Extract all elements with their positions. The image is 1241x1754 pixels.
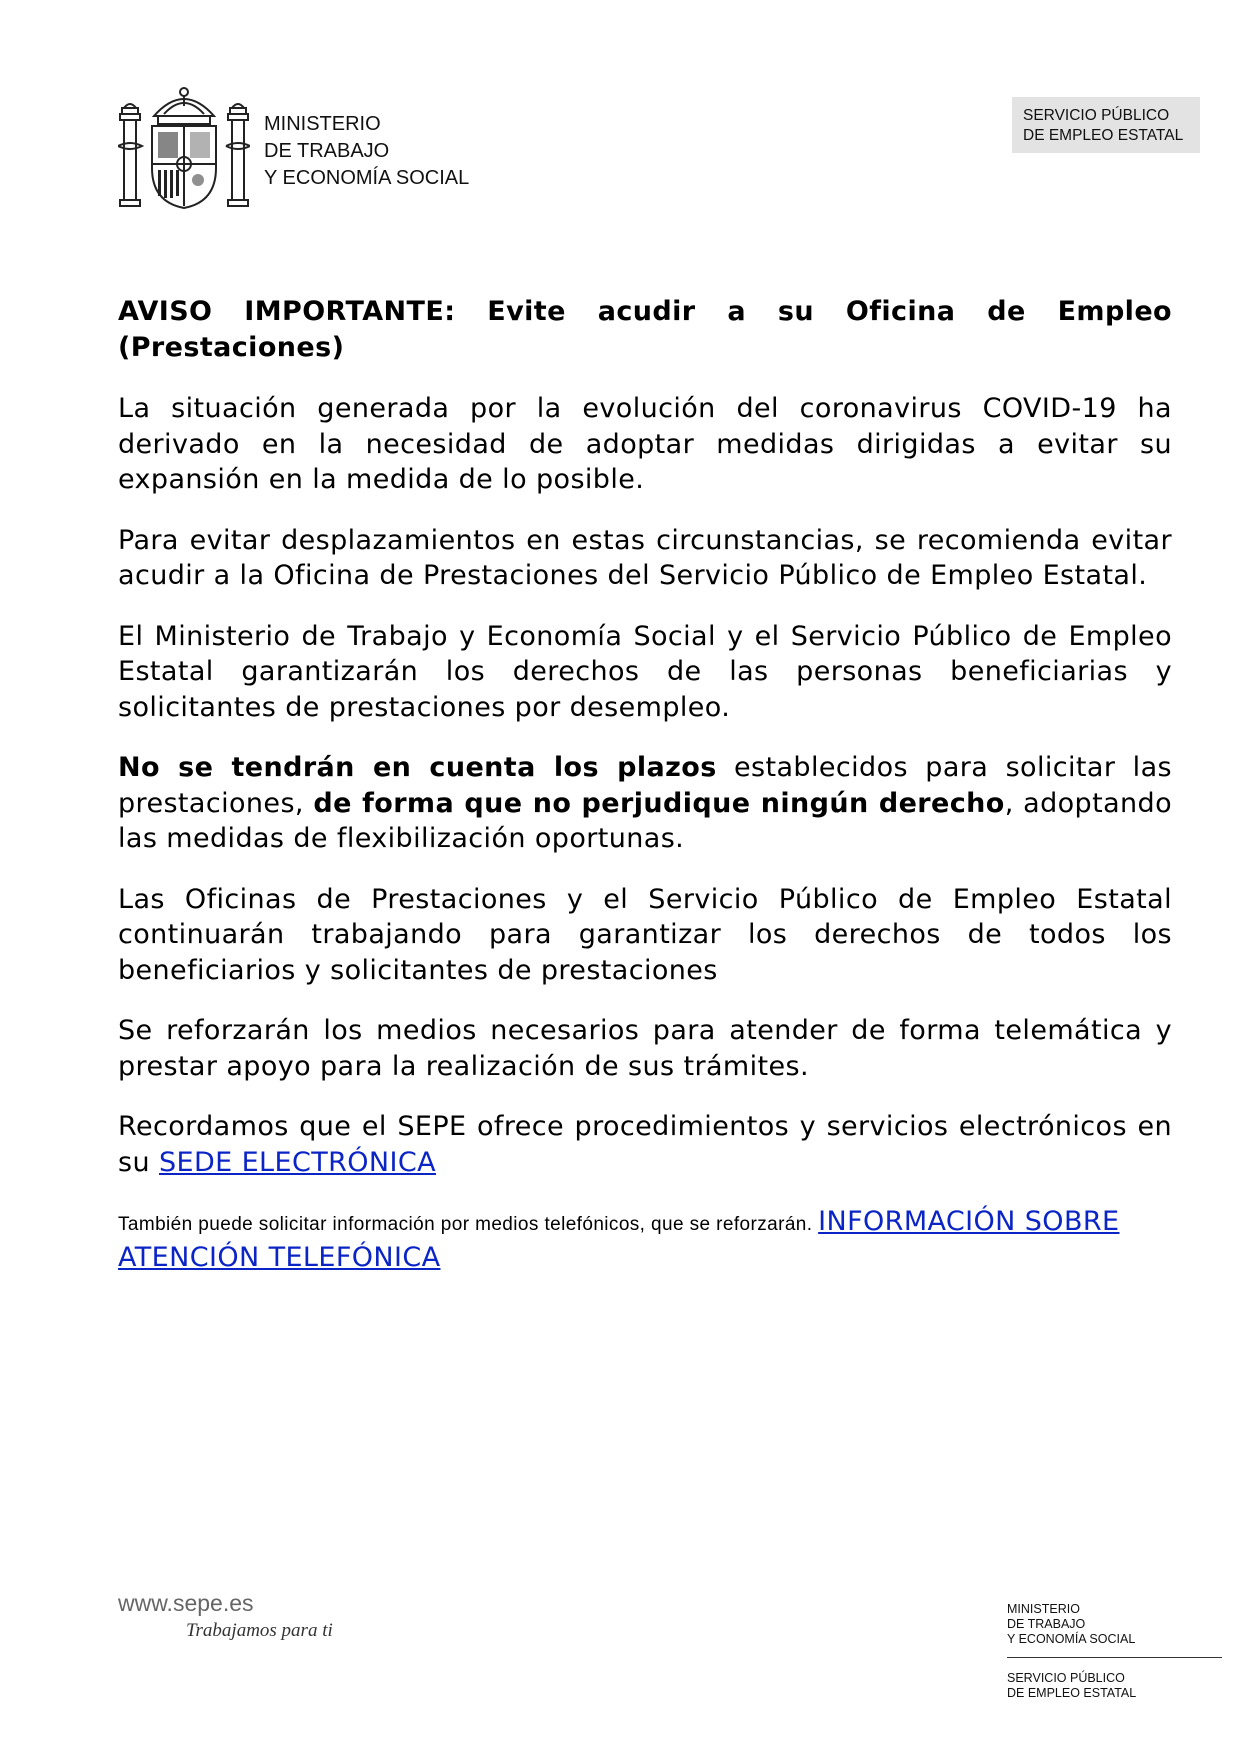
- ministry-title: [264, 111, 469, 192]
- footer-url: www.sepe.es: [118, 1590, 254, 1616]
- agency-line: DE EMPLEO ESTATAL: [1023, 127, 1184, 144]
- paragraph-phone: [118, 1205, 1172, 1274]
- sede-text: Recordamos que el SEPE ofrece procedimientos y servicios electrónicos en su: [118, 1111, 1172, 1178]
- ministry-line: DE TRABAJO: [264, 140, 390, 162]
- no-harm-bold: de forma que no perjudique ningún derecho: [313, 787, 1005, 819]
- phone-info-link[interactable]: INFORMACIÓN SOBRE ATENCIÓN TELEFÓNICA: [118, 1206, 1120, 1273]
- footer-ministry-line: Y ECONOMÍA SOCIAL: [1007, 1632, 1136, 1646]
- deadlines-text: establecidos para solicitar las prestaciones,: [118, 752, 1172, 819]
- paragraph-deadlines: [118, 750, 1172, 857]
- footer-ministry: [1007, 1602, 1135, 1647]
- footer-agency: [1007, 1671, 1136, 1701]
- footer-ministry-line: MINISTERIO: [1007, 1602, 1080, 1616]
- paragraph-recommendation: Para evitar desplazamientos en estas circunstancias, se recomienda evitar acudir a la Oficina de Prestaciones del Servicio Público de Empleo Estatal.: [118, 524, 1172, 591]
- agency-line: SERVICIO PÚBLICO: [1023, 107, 1170, 124]
- deadlines-bold: No se tendrán en cuenta los plazos: [118, 752, 717, 783]
- notice-body: [118, 294, 1172, 1299]
- coat-of-arms-icon: [118, 86, 250, 210]
- agency-badge: [1012, 97, 1200, 153]
- paragraph-offices: Las Oficinas de Prestaciones y el Servicio Público de Empleo Estatal continuarán trabajando para garantizar los derechos de todos los beneficiarios y solicitantes de prestaciones: [118, 883, 1172, 986]
- footer-agency-line: DE EMPLEO ESTATAL: [1007, 1686, 1137, 1700]
- sede-electronica-link[interactable]: SEDE ELECTRÓNICA: [158, 1146, 437, 1178]
- paragraph-sede: [118, 1109, 1172, 1180]
- paragraph-telematic: Se reforzarán los medios necesarios para atender de forma telemática y prestar apoyo para la realización de sus trámites.: [118, 1015, 1172, 1082]
- footer-divider: [1007, 1657, 1222, 1658]
- paragraph-rights: El Ministerio de Trabajo y Economía Social y el Servicio Público de Empleo Estatal garantizarán los derechos de las personas beneficiarias y solicitantes de prestaciones por desempleo.: [118, 620, 1172, 723]
- notice-heading: AVISO IMPORTANTE: Evite acudir a su Oficina de Empleo (Prestaciones): [118, 296, 1172, 363]
- phone-text: También puede solicitar información por medios telefónicos, que se reforzarán.: [118, 1214, 819, 1235]
- footer-ministry-line: DE TRABAJO: [1007, 1617, 1086, 1631]
- ministry-line: Y ECONOMÍA SOCIAL: [264, 167, 470, 189]
- footer-slogan: Trabajamos para ti: [186, 1620, 333, 1641]
- footer-agency-line: SERVICIO PÚBLICO: [1007, 1671, 1125, 1685]
- paragraph-situation: La situación generada por la evolución del coronavirus COVID-19 ha derivado en la necesidad de adoptar medidas dirigidas a evitar su expansión en la medida de lo posible.: [118, 393, 1172, 495]
- ministry-line: MINISTERIO: [264, 113, 381, 135]
- deadlines-text-end: , adoptando las medidas de flexibilización oportunas.: [118, 787, 1172, 854]
